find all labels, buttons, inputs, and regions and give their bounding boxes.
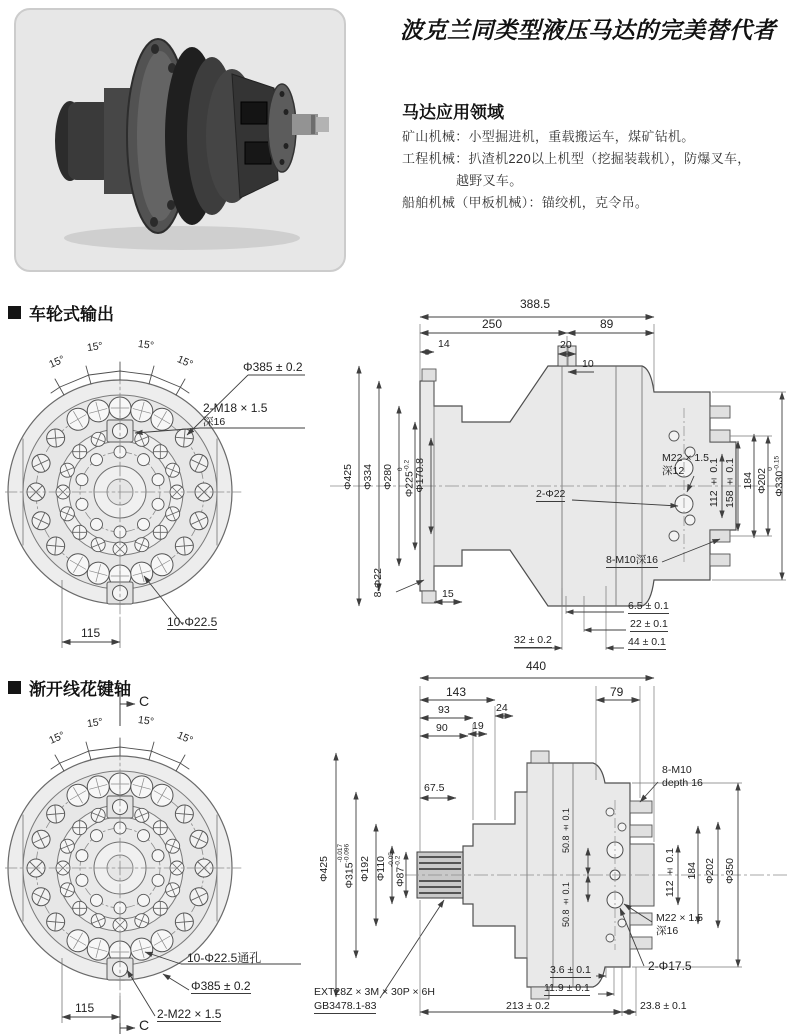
drawing-s1-side: [310, 296, 800, 662]
dim-115: 115: [75, 1001, 95, 1015]
dim-184: 184: [742, 472, 754, 490]
dim-2x22-holes: 2-Φ22: [536, 488, 566, 500]
dim-dia330: Φ330 0 -0.15: [767, 456, 786, 497]
dim-dia315: Φ315 -0.017 -0.096: [337, 844, 356, 889]
page-title: 波克兰同类型液压马达的完美替代者: [400, 17, 776, 43]
dim-89: 89: [600, 317, 614, 331]
application-line-engineering-2: 越野叉车。: [456, 173, 523, 188]
applications-heading: 马达应用领域: [402, 103, 504, 122]
application-line-engineering: 工程机械：扒渣机220以上机型（挖掘装载机），防爆叉车，: [402, 151, 751, 166]
dim-angle-15-4: 15°: [175, 353, 195, 371]
spline-spec-line1: EXT28Z × 3M × 30P × 6H: [314, 986, 435, 998]
dim-m22-depth: 深16: [656, 925, 679, 937]
dim-8m10: 8-M10: [662, 764, 692, 776]
application-line-mining: 矿山机械：小型掘进机，重载搬运车，煤矿钻机。: [402, 129, 695, 144]
dim-dia425: Φ425: [318, 856, 330, 882]
dim-93: 93: [438, 704, 450, 716]
dim-angle-15-2: 15°: [86, 715, 104, 731]
dim-24: 24: [496, 702, 508, 714]
dim-dia87: Φ87 -0.05 -0.2: [388, 852, 407, 887]
dim-22: 22 ± 0.1: [630, 618, 668, 630]
dim-19: 19: [472, 720, 484, 732]
dim-angle-15-4: 15°: [175, 729, 195, 747]
dim-79: 79: [610, 685, 624, 699]
dim-23-8: 23.8 ± 0.1: [640, 1000, 687, 1012]
dim-143: 143: [446, 685, 467, 699]
dim-bolt-circle: Φ385 ± 0.2: [243, 360, 303, 374]
section1-title: 车轮式输出: [29, 305, 114, 324]
dim-angle-15-2: 15°: [86, 339, 104, 355]
dim-overall-length: 440: [526, 659, 547, 673]
dim-thread-holes: 2-M22 × 1.5: [157, 1007, 222, 1021]
dim-44: 44 ± 0.1: [628, 636, 666, 648]
drawing-s1-front: [5, 330, 335, 675]
product-photo: [14, 8, 346, 277]
drawing-s2-side: [310, 660, 800, 1035]
dim-2x17-5: 2-Φ17.5: [648, 959, 692, 973]
dim-8m10-depth16: 8-M10深16: [606, 554, 658, 566]
dim-m22-depth: 深12: [662, 465, 685, 477]
dim-10: 10: [582, 358, 594, 370]
dim-8x22-holes: 8-Φ22: [372, 568, 384, 598]
dim-3-6: 3.6 ± 0.1: [550, 964, 591, 976]
dim-8m10-depth: depth 16: [662, 777, 703, 789]
dim-158: 158 ± 0.1: [724, 458, 736, 508]
dim-dia170: Φ170.8: [414, 458, 426, 493]
dim-dia280: Φ280: [382, 464, 394, 490]
dim-dia334: Φ334: [362, 464, 374, 490]
dim-dia350: Φ350: [724, 858, 736, 884]
spline-spec-line2: GB3478.1-83: [314, 1000, 377, 1012]
dim-thread-holes: 2-M18 × 1.5: [203, 401, 268, 415]
section2-title: 渐开线花键轴: [29, 680, 131, 699]
dim-50-8-bottom: 50.8 ± 0.1: [561, 882, 571, 928]
dim-angle-15-1: 15°: [47, 353, 67, 371]
dim-32: 32 ± 0.2: [514, 634, 552, 646]
dim-angle-15-1: 15°: [47, 729, 67, 747]
dim-184: 184: [686, 862, 698, 880]
dim-m22-thread: M22 × 1.5: [662, 452, 709, 464]
dim-bolt-circle: Φ385 ± 0.2: [191, 979, 251, 993]
dim-112: 112 ± 0.1: [708, 458, 720, 508]
dim-250: 250: [482, 317, 503, 331]
application-line-marine: 船舶机械（甲板机械）：锚绞机，克令吊。: [402, 195, 649, 210]
s2-side-geometry: [310, 660, 800, 1035]
dim-overall-length: 388.5: [520, 297, 551, 311]
dim-15mm: 15: [442, 588, 454, 600]
dim-angle-15-3: 15°: [137, 337, 155, 353]
section-c-label-bottom: C: [139, 1017, 150, 1033]
dim-6-5: 6.5 ± 0.1: [628, 600, 669, 612]
dim-dia202: Φ202: [704, 858, 716, 884]
section-c-label-top: C: [139, 693, 150, 709]
section1-header: [8, 300, 114, 325]
dim-dia110: Φ110: [375, 856, 387, 882]
dim-14: 14: [438, 338, 450, 350]
drawing-s2-front: [5, 690, 335, 1035]
motor-photo-illustration: [14, 8, 346, 272]
section-marker-icon: [8, 306, 21, 319]
dim-90: 90: [436, 722, 448, 734]
dim-213: 213 ± 0.2: [506, 1000, 550, 1012]
dim-dia225: Φ225 0 -0.2: [397, 460, 416, 498]
dim-m22-thread: M22 × 1.5: [656, 912, 703, 924]
dim-dia192: Φ192: [359, 856, 371, 882]
dim-thread-depth: 深16: [203, 416, 226, 428]
dim-67-5: 67.5: [424, 782, 445, 794]
dim-mount-holes: 10-Φ22.5: [167, 615, 218, 629]
dim-50-8-top: 50.8 ± 0.1: [561, 808, 571, 854]
dim-dia202: Φ202: [756, 468, 768, 494]
dim-115: 115: [81, 626, 101, 640]
dim-11-9: 11.9 ± 0.1: [544, 982, 590, 994]
dim-dia425: Φ425: [342, 464, 354, 490]
dim-112: 112 ± 0.1: [664, 848, 676, 898]
dim-20: 20: [560, 339, 572, 351]
dim-angle-15-3: 15°: [137, 713, 155, 729]
dim-through-holes: 10-Φ22.5通孔: [187, 951, 262, 965]
